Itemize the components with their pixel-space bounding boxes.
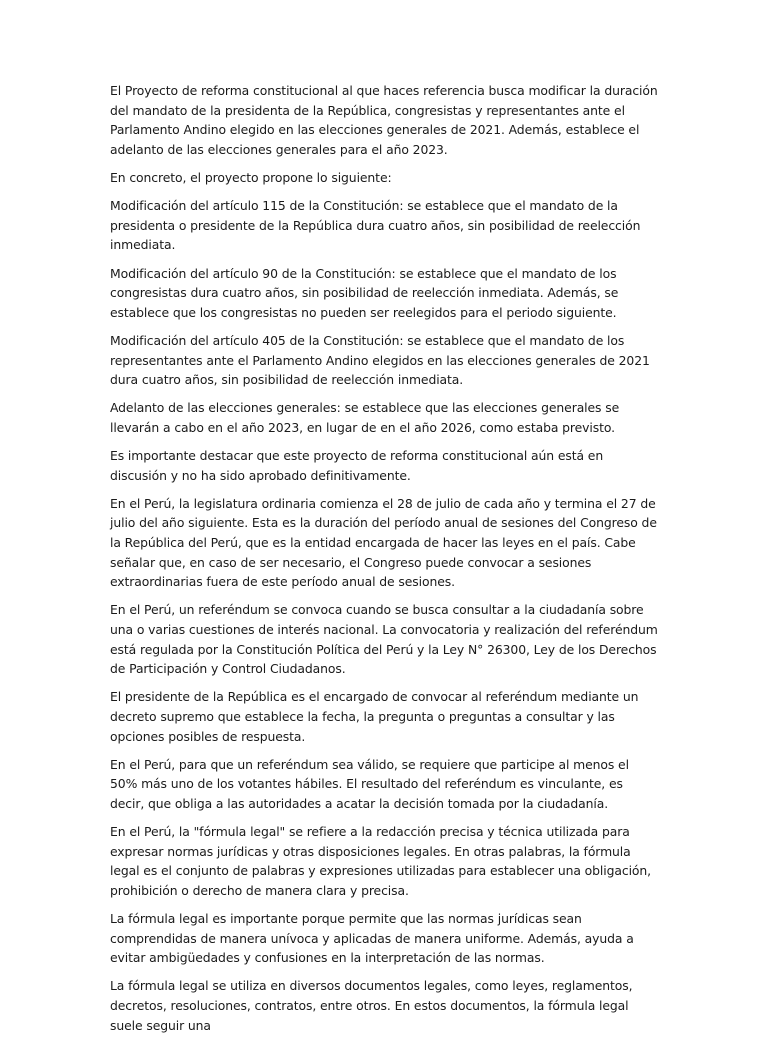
paragraph-project-overview: El Proyecto de reforma constitucional al que haces referencia busca modificar la duración del mandato de la presidenta de la República, congresistas y representantes ante el Parlamento Andino elegido en las elecciones generales de 2021. Además, establece el adelanto de las elecciones generales para el año 2023. — [110, 83, 658, 157]
paragraph-article-405: Modificación del artículo 405 de la Constitución: se establece que el mandato de los representantes ante el Parlamento Andino elegidos en las elecciones generales de 2021 dura cuatro años, sin posibilidad de reelección inmediata. — [110, 332, 650, 388]
paragraph-president-convokes: El presidente de la República es el encargado de convocar al referéndum mediante un decreto supremo que establece la fecha, la pregunta o preguntas a consultar y las opciones posibles de respuesta. — [110, 689, 639, 744]
paragraph-article-90: Modificación del artículo 90 de la Constitución: se establece que el mandato de los congresistas dura cuatro años, sin posibilidad de reelección inmediata. Además, se establece que los congresistas no pueden ser reelegidos para el periodo siguiente. — [110, 265, 619, 320]
paragraph-legal-formula: En el Perú, la "fórmula legal" se refiere a la redacción precisa y técnica utilizada para expresar normas jurídicas y otras disposiciones legales. En otras palabras, la fórmula legal es el conjunto de palabras y expresiones utilizadas para establecer una obligación, prohibición o derecho de manera clara y precisa. — [110, 824, 651, 898]
paragraph-referendum-convocation: En el Perú, un referéndum se convoca cuando se busca consultar a la ciudadanía sobre una o varias cuestiones de interés nacional. La convocatoria y realización del referéndum está regulada por la Constitución Política del Perú y la Ley N° 26300, Ley de los Derechos de Participación y Control Ciudadanos. — [110, 602, 658, 677]
paragraph-under-discussion: Es importante destacar que este proyecto de reforma constitucional aún está en discusión y no ha sido aprobado definitivamente. — [110, 448, 604, 483]
paragraph-early-elections: Adelanto de las elecciones generales: se establece que las elecciones generales se llevarán a cabo en el año 2023, en lugar de en el año 2026, como estaba previsto. — [110, 400, 620, 435]
paragraph-referendum-validity: En el Perú, para que un referéndum sea válido, se requiere que participe al menos el 50% más uno de los votantes hábiles. El resultado del referéndum es vinculante, es decir, que obliga a las autoridades a acatar la decisión tomada por la ciudadanía. — [110, 756, 629, 811]
paragraph-legal-formula-importance: La fórmula legal es importante porque permite que las normas jurídicas sean comprendidas de manera unívoca y aplicadas de manera uniforme. Además, ayuda a evitar ambigüedades y confusiones en la interpretación de las normas. — [110, 911, 634, 966]
paragraph-proposal-intro: En concreto, el proyecto propone lo siguiente: — [110, 169, 392, 185]
paragraph-legislature: En el Perú, la legislatura ordinaria comienza el 28 de julio de cada año y termina el 27 de julio del año siguiente. Esta es la duración del período anual de sesiones del Congreso de la República del Perú, que es la entidad encargada de hacer las leyes en el país. Cabe señalar que, en caso de ser necesario, el Congreso puede convocar a sesiones extraordinarias fuera de este período anual de sesiones. — [110, 495, 657, 590]
paragraph-legal-formula-usage: La fórmula legal se utiliza en diversos documentos legales, como leyes, reglamentos, decretos, resoluciones, contratos, entre otros. En estos documentos, la fórmula legal suele seguir una — [110, 978, 633, 1033]
paragraph-article-115: Modificación del artículo 115 de la Constitución: se establece que el mandato de la presidenta o presidente de la República dura cuatro años, sin posibilidad de reelección inmediata. — [110, 198, 641, 253]
document-body — [110, 81, 658, 1044]
